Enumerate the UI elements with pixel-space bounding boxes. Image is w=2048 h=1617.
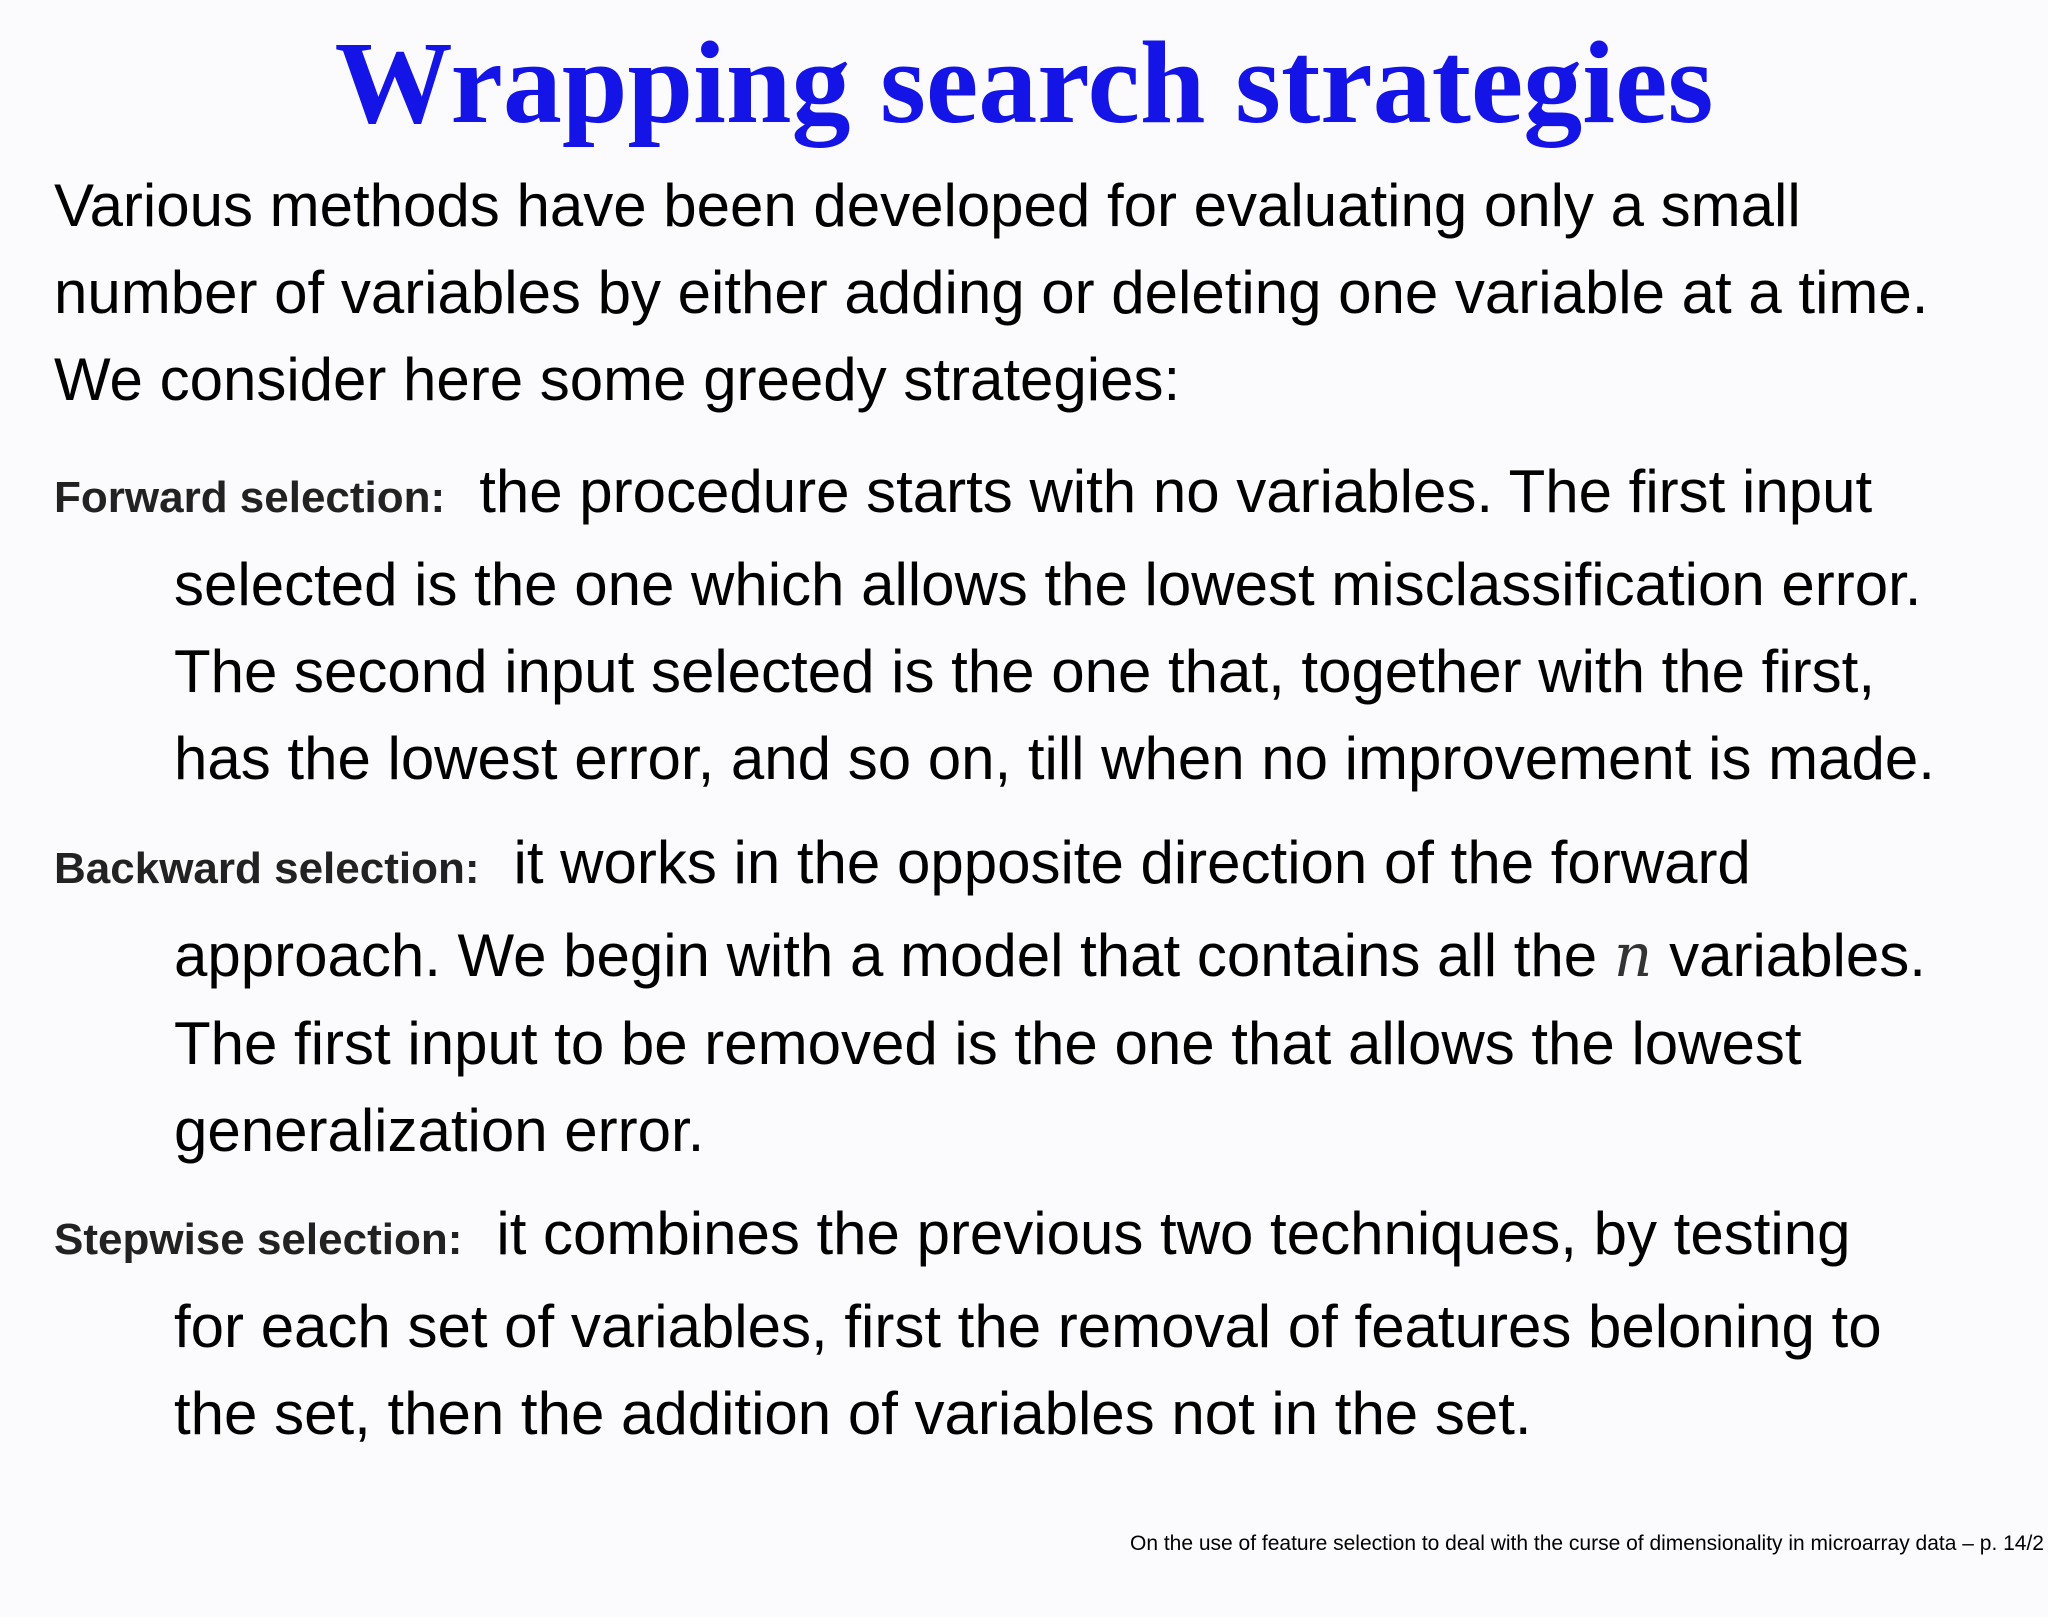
forward-selection-item <box>54 448 2014 802</box>
forward-line-4: has the lowest error, and so on, till when no improvement is made. <box>174 725 1935 792</box>
forward-line-2: selected is the one which allows the lowest misclassification error. <box>174 551 1922 618</box>
backward-line-2 <box>54 912 2014 1000</box>
forward-first-line <box>54 448 2014 541</box>
intro-line-3: We consider here some greedy strategies: <box>54 346 1181 413</box>
backward-selection-term: Backward selection: <box>54 844 480 893</box>
backward-line-3: The first input to be removed is the one that allows the lowest <box>174 1010 1802 1077</box>
forward-line-3: The second input selected is the one that, together with the first, <box>174 638 1876 705</box>
slide-footer: On the use of feature selection to deal with the curse of dimensionality in microarray data – p. 14/2 <box>1129 1532 2044 1555</box>
intro-line-2: number of variables by either adding or deleting one variable at a time. <box>54 259 1929 326</box>
stepwise-line-2: for each set of variables, first the removal of features beloning to <box>174 1293 1882 1360</box>
stepwise-first-line <box>54 1190 2014 1283</box>
stepwise-selection-term: Stepwise selection: <box>54 1215 463 1264</box>
backward-line-2-after: variables. <box>1669 922 1926 989</box>
forward-line-1: the procedure starts with no variables. The first input <box>479 458 1873 525</box>
stepwise-line-3: the set, then the addition of variables not in the set. <box>174 1380 1532 1447</box>
forward-selection-term: Forward selection: <box>54 473 446 522</box>
stepwise-line-1: it combines the previous two techniques, by testing <box>496 1200 1851 1267</box>
intro-paragraph <box>54 162 2014 423</box>
backward-line-2-before: approach. We begin with a model that contains all the <box>174 922 1598 989</box>
stepwise-selection-item <box>54 1190 2014 1457</box>
backward-line-4: generalization error. <box>174 1097 705 1164</box>
math-variable-n: n <box>1613 921 1653 991</box>
backward-selection-item <box>54 819 2014 1174</box>
slide-title: Wrapping search strategies <box>334 17 1714 148</box>
intro-line-1: Various methods have been developed for evaluating only a small <box>54 172 1801 239</box>
backward-first-line <box>54 819 2014 912</box>
backward-line-1: it works in the opposite direction of the forward <box>513 829 1751 896</box>
